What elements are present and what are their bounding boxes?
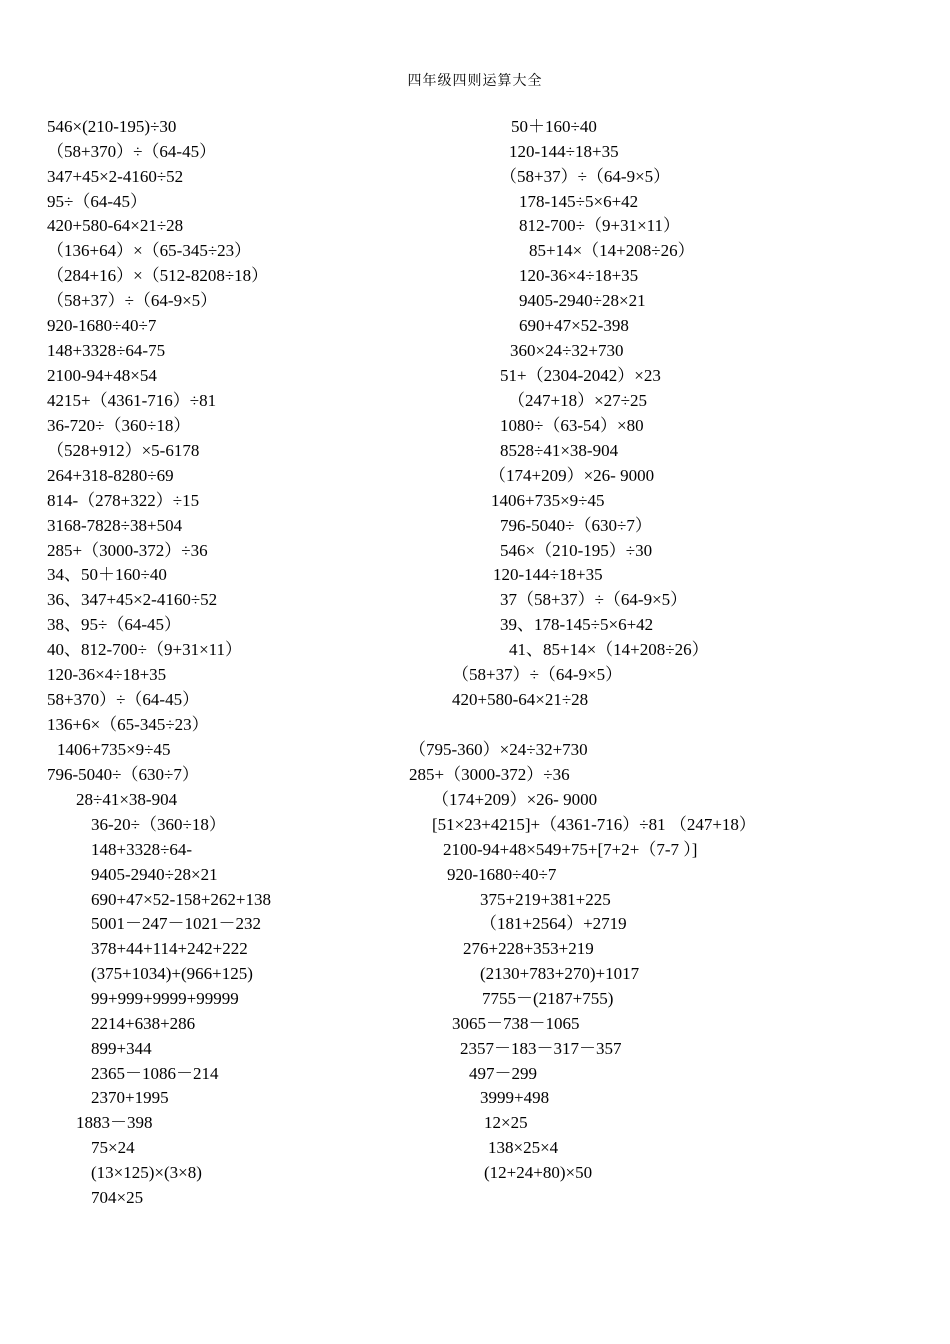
- math-problem: 920-1680÷40÷7: [47, 316, 157, 335]
- math-problem: 2365－1086－214: [91, 1064, 219, 1083]
- math-problem: （174+209）×26- 9000: [432, 790, 598, 809]
- math-problem: 1883－398: [76, 1113, 153, 1132]
- math-problem: 38、95÷（64-45）: [47, 615, 181, 634]
- math-problem: 178-145÷5×6+42: [519, 192, 639, 211]
- math-problem: （136+64）×（65-345÷23）: [47, 241, 252, 260]
- math-problem: 285+（3000-372）÷36: [409, 765, 570, 784]
- math-problem: 2100-94+48×54: [47, 366, 157, 385]
- math-problem: 360×24÷32+730: [510, 341, 624, 360]
- math-problem: 120-144÷18+35: [509, 142, 619, 161]
- math-problem: 95÷（64-45）: [47, 192, 147, 211]
- math-problem: (13×125)×(3×8): [91, 1163, 202, 1182]
- math-problem: 58+370）÷（64-45）: [47, 690, 200, 709]
- math-problem: (375+1034)+(966+125): [91, 964, 253, 983]
- math-problem: 4215+（4361-716）÷81: [47, 391, 217, 410]
- math-problem: （58+37）÷（64-9×5）: [47, 291, 218, 310]
- math-problem: 1406+735×9÷45: [57, 740, 171, 759]
- math-problem: （174+209）×26- 9000: [489, 466, 655, 485]
- math-problem: 34、50＋160÷40: [47, 565, 167, 584]
- math-problem: 36-720÷（360÷18）: [47, 416, 191, 435]
- math-problem: 704×25: [91, 1188, 144, 1207]
- math-problem: 420+580-64×21÷28: [47, 216, 184, 235]
- page-title: 四年级四则运算大全: [407, 73, 543, 89]
- math-problem: 8528÷41×38-904: [500, 441, 619, 460]
- math-problem: 2214+638+286: [91, 1014, 196, 1033]
- math-problem: 39、178-145÷5×6+42: [500, 615, 654, 634]
- math-problem: 2370+1995: [91, 1088, 169, 1107]
- math-problem: (12+24+80)×50: [484, 1163, 593, 1182]
- math-problem: 28÷41×38-904: [76, 790, 178, 809]
- math-problem: 546×（210-195）÷30: [500, 541, 653, 560]
- math-problem: 7755－(2187+755): [482, 989, 614, 1008]
- math-problem: 148+3328÷64-75: [47, 341, 166, 360]
- math-problem: 285+（3000-372）÷36: [47, 541, 208, 560]
- math-problem: 814-（278+322）÷15: [47, 491, 200, 510]
- math-problem: 546×(210-195)÷30: [47, 117, 177, 136]
- math-problem: 85+14×（14+208÷26）: [529, 241, 695, 260]
- math-problem: 36-20÷（360÷18）: [91, 815, 226, 834]
- math-problem: 50＋160÷40: [511, 117, 597, 136]
- math-problem: 37（58+37）÷（64-9×5）: [500, 590, 688, 609]
- math-problem: （284+16）×（512-8208÷18）: [47, 266, 269, 285]
- math-problem: 41、85+14×（14+208÷26）: [509, 640, 709, 659]
- math-problem: 36、347+45×2-4160÷52: [47, 590, 218, 609]
- math-problem: (2130+783+270)+1017: [480, 964, 640, 983]
- math-problem: 276+228+353+219: [463, 939, 594, 958]
- math-problem: （247+18）×27÷25: [508, 391, 648, 410]
- math-problem: 2357－183－317－357: [460, 1039, 622, 1058]
- math-problem: 75×24: [91, 1138, 135, 1157]
- math-problem: 3065－738－1065: [452, 1014, 580, 1033]
- math-problem: 120-36×4÷18+35: [47, 665, 167, 684]
- math-problem: 497－299: [469, 1064, 537, 1083]
- math-problem: 40、812-700÷（9+31×11）: [47, 640, 243, 659]
- math-problem: 690+47×52-158+262+138: [91, 890, 272, 909]
- math-problem: 378+44+114+242+222: [91, 939, 248, 958]
- math-problem: [51×23+4215]+（4361-716）÷81 （247+18）: [432, 815, 756, 834]
- math-problem: 51+（2304-2042）×23: [500, 366, 661, 385]
- math-problem: 5001－247－1021－232: [91, 914, 261, 933]
- math-problem: 3168-7828÷38+504: [47, 516, 183, 535]
- math-problem: （58+37）÷（64-9×5）: [452, 665, 623, 684]
- math-problem: 120-36×4÷18+35: [519, 266, 639, 285]
- math-problem: （528+912）×5-6178: [47, 441, 200, 460]
- math-problem: 148+3328÷64-: [91, 840, 193, 859]
- math-problem: 9405-2940÷28×21: [91, 865, 218, 884]
- math-problem: （795-360）×24÷32+730: [409, 740, 588, 759]
- math-problem: 2100-94+48×549+75+[7+2+（7-7 ）]: [443, 840, 698, 859]
- math-problem: 138×25×4: [488, 1138, 559, 1157]
- math-problem: 796-5040÷（630÷7）: [500, 516, 652, 535]
- math-problem: 347+45×2-4160÷52: [47, 167, 184, 186]
- math-problem: （58+37）÷（64-9×5）: [500, 167, 671, 186]
- math-problem: 796-5040÷（630÷7）: [47, 765, 199, 784]
- math-problem: 264+318-8280÷69: [47, 466, 174, 485]
- math-problem: 690+47×52-398: [519, 316, 629, 335]
- math-problem: 136+6×（65-345÷23）: [47, 715, 209, 734]
- math-problem: 3999+498: [480, 1088, 550, 1107]
- math-problem: 812-700÷（9+31×11）: [519, 216, 681, 235]
- math-problem: 899+344: [91, 1039, 152, 1058]
- math-problem: 1080÷（63-54）×80: [500, 416, 644, 435]
- math-problem: （58+370）÷（64-45）: [47, 142, 217, 161]
- math-problem: 420+580-64×21÷28: [452, 690, 589, 709]
- math-problem: 1406+735×9÷45: [491, 491, 605, 510]
- math-problem: 920-1680÷40÷7: [447, 865, 557, 884]
- math-problem: 99+999+9999+99999: [91, 989, 239, 1008]
- math-problem: 12×25: [484, 1113, 528, 1132]
- math-problem: （181+2564）+2719: [480, 914, 627, 933]
- math-problem: 375+219+381+225: [480, 890, 611, 909]
- math-problem: 120-144÷18+35: [493, 565, 603, 584]
- math-problem: 9405-2940÷28×21: [519, 291, 646, 310]
